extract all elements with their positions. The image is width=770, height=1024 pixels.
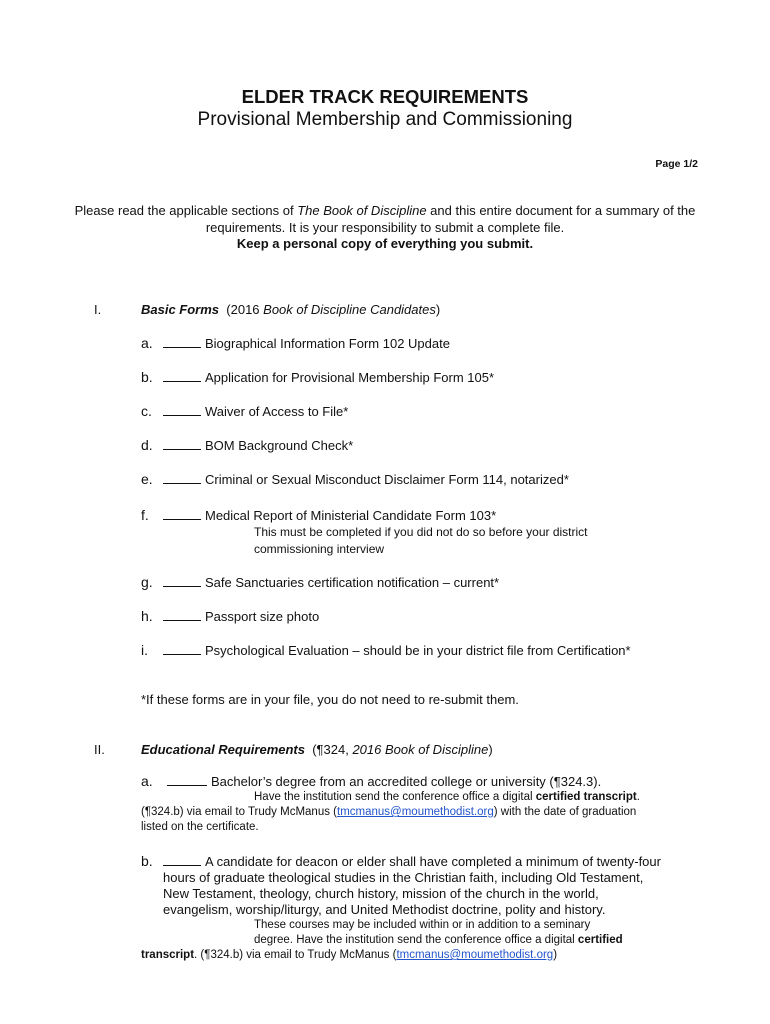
checkoff-blank[interactable] [163, 609, 201, 621]
transcript-note: Have the institution send the conference office a digital certified transcript. [254, 791, 640, 803]
checkoff-blank[interactable] [163, 575, 201, 587]
checkoff-blank[interactable] [163, 472, 201, 484]
item-subnote: This must be completed if you did not do so before your district [254, 525, 588, 539]
section2-numeral: II. [94, 742, 105, 757]
item-letter: i. [141, 642, 148, 658]
transcript-note: These courses may be included within or in addition to a seminary [254, 919, 591, 931]
transcript-note: transcript. (¶324.b) via email to Trudy McManus (tmcmanus@moumethodist.org) [141, 949, 558, 961]
section1-numeral: I. [94, 302, 102, 317]
forms-footnote: *If these forms are in your file, you do not need to re-submit them. [141, 692, 519, 707]
list-item: Passport size photo [163, 609, 319, 624]
page-number: Page 1/2 [655, 158, 698, 170]
checkoff-blank[interactable] [163, 643, 201, 655]
list-item: Bachelor’s degree from an accredited college or university (¶324.3). [167, 774, 601, 789]
list-item: Medical Report of Ministerial Candidate Form 103* [163, 508, 496, 523]
document-title: ELDER TRACK REQUIREMENTS [241, 86, 529, 107]
list-item-line: New Testament, theology, church history, mission of the church in the world, [163, 886, 599, 901]
list-item: Criminal or Sexual Misconduct Disclaimer Form 114, notarized* [163, 472, 569, 487]
document-subtitle: Provisional Membership and Commissioning [197, 109, 573, 130]
list-item: Safe Sanctuaries certification notification – current* [163, 575, 499, 590]
list-item-line: evangelism, worship/liturgy, and United Methodist doctrine, polity and history. [163, 902, 606, 917]
item-letter: f. [141, 507, 149, 523]
item-letter: b. [141, 853, 153, 869]
checkoff-blank[interactable] [167, 774, 207, 786]
section1-heading: Basic Forms (2016 Book of Discipline Candidates) [141, 302, 441, 317]
checkoff-blank[interactable] [163, 438, 201, 450]
item-letter: b. [141, 369, 153, 385]
list-item: A candidate for deacon or elder shall have completed a minimum of twenty-four [163, 854, 661, 869]
transcript-note: degree. Have the institution send the conference office a digital certified [254, 934, 623, 946]
item-letter: d. [141, 437, 153, 453]
list-item: Application for Provisional Membership Form 105* [163, 370, 494, 385]
list-item: Biographical Information Form 102 Update [163, 336, 450, 351]
section2-heading: Educational Requirements (¶324, 2016 Book of Discipline) [141, 742, 493, 757]
item-subnote: commissioning interview [254, 542, 385, 556]
item-letter: g. [141, 574, 153, 590]
email-link[interactable]: tmcmanus@moumethodist.org [396, 949, 554, 961]
intro-paragraph: Please read the applicable sections of The Book of Discipline and this entire document for a summary of the requirements. It is your responsibility to submit a complete file. Keep a personal copy of everything you submit. [74, 203, 696, 251]
item-letter: a. [141, 773, 153, 789]
item-letter: h. [141, 608, 153, 624]
transcript-note: listed on the certificate. [141, 821, 259, 833]
checkoff-blank[interactable] [163, 854, 201, 866]
list-item: BOM Background Check* [163, 438, 353, 453]
email-link[interactable]: tmcmanus@moumethodist.org [337, 806, 494, 818]
list-item-line: hours of graduate theological studies in the Christian faith, including Old Testament, [163, 870, 644, 885]
item-letter: a. [141, 335, 153, 351]
item-letter: e. [141, 471, 153, 487]
list-item: Psychological Evaluation – should be in your district file from Certification* [163, 643, 631, 658]
checkoff-blank[interactable] [163, 404, 201, 416]
transcript-note: (¶324.b) via email to Trudy McManus (tmcmanus@moumethodist.org) with the date of graduation [141, 806, 637, 818]
item-letter: c. [141, 403, 152, 419]
list-item: Waiver of Access to File* [163, 404, 348, 419]
checkoff-blank[interactable] [163, 370, 201, 382]
checkoff-blank[interactable] [163, 508, 201, 520]
checkoff-blank[interactable] [163, 336, 201, 348]
intro-keep-copy: Keep a personal copy of everything you submit. [236, 236, 534, 251]
